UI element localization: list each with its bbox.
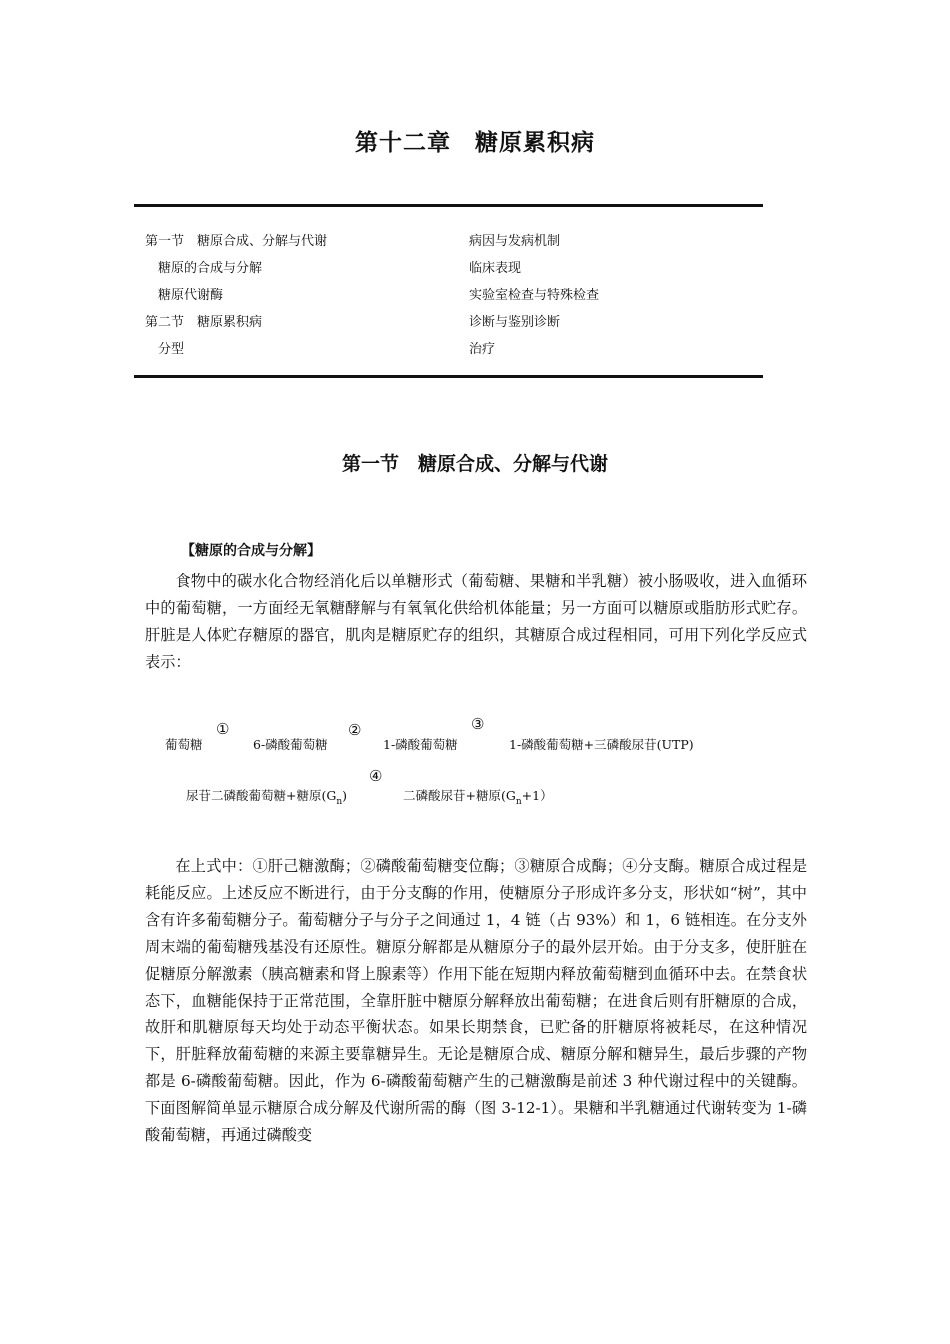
eq-udp-suffix: +1） [521,788,553,803]
eq-udpg-subscript: n [336,797,343,807]
eq-step-2: ② [348,721,362,739]
eq-udp-subscript: n [515,797,522,807]
paragraph-intro: 食物中的碳水化合物经消化后以单糖形式（葡萄糖、果糖和半乳糖）被小肠吸收，进入血循环中的葡萄糖，一方面经无氧糖酵解与有氧氧化供给机体能量；另一方面可以糖原或脂肪形式贮存。肝脏是人体贮存糖原的器官，肌肉是糖原贮存的组织，其糖原合成过程相同，可用下列化学反应式表示： [145,572,807,671]
subheading: 【糖原的合成与分解】 [181,543,321,559]
paragraph-enzymes: 在上式中：①肝己糖激酶；②磷酸葡萄糖变位酶；③糖原合成酶；④分支酶。糖原合成过程是耗能反应。上述反应不断进行，由于分支酶的作用，使糖原分子形成许多分支，形状如“树”，其中含有许多葡萄糖分子。葡萄糖分子与分子之间通过 1，4 链（占 93%）和 1，6 链相连。在分支外周末端的葡萄糖残基没有还原性。糖原分解都是从糖原分子的最外层开始。由于分支多，使肝脏在促糖原分解激素（胰高糖素和肾上腺素等）作用下能在短期内释放葡萄糖到血循环中去。在禁食状态下，血糖能保持于正常范围，全靠肝脏中糖原分解释放出葡萄糖；在进食后则有肝糖原的合成，故肝和肌糖原每天均处于动态平衡状态。如果长期禁食，已贮备的肝糖原将被耗尽，在这种情况下，肝脏释放葡萄糖的来源主要靠糖异生。无论是糖原合成、糖原分解和糖异生，最后步骤的产物都是 6-磷酸葡萄糖。因此，作为 6-磷酸葡萄糖产生的己糖激酶是前述 3 种代谢过程中的关键酶。下面图解简单显示糖原合成分解及代谢所需的酶（图 3-12-1）。果糖和半乳糖通过代谢转变为 1-磷酸葡萄糖，再通过磷酸变 [145,857,807,1145]
toc-item-synthesis-decomposition[interactable]: 糖原的合成与分解 [158,261,263,276]
eq-step-4: ④ [369,767,383,785]
chapter-title: 第十二章 糖原累积病 [355,130,595,156]
eq-udpg-suffix: ) [342,788,348,803]
toc-item-metabolic-enzymes[interactable]: 糖原代谢酶 [158,288,224,303]
toc-item-diagnosis[interactable]: 诊断与鉴别诊断 [469,315,561,330]
eq-step-1: ① [216,720,230,738]
toc-item-treatment[interactable]: 治疗 [469,342,496,357]
eq-udpg-prefix: 尿苷二磷酸葡萄糖+糖原(G [186,788,337,803]
eq-g1p: 1-磷酸葡萄糖 [383,737,458,752]
toc-bottom-rule [134,375,763,378]
eq-g1p-utp: 1-磷酸葡萄糖+三磷酸尿苷(UTP) [509,737,694,752]
eq-glucose: 葡萄糖 [165,737,203,752]
table-of-contents [0,233,950,373]
toc-item-section-1[interactable]: 第一节 糖原合成、分解与代谢 [145,234,328,249]
section-title: 第一节 糖原合成、分解与代谢 [341,453,608,475]
toc-item-section-2[interactable]: 第二节 糖原累积病 [145,315,263,330]
eq-step-3: ③ [471,715,485,733]
eq-udp-prefix: 二磷酸尿苷+糖原(G [403,788,516,803]
toc-top-rule [134,204,763,207]
toc-item-classification[interactable]: 分型 [158,342,185,357]
toc-item-clinical[interactable]: 临床表现 [469,261,522,276]
eq-udp-glycogen [403,786,553,807]
eq-udpg-glycogen [186,786,348,807]
toc-item-etiology[interactable]: 病因与发病机制 [469,234,561,249]
toc-item-lab-tests[interactable]: 实验室检查与特殊检查 [469,288,600,303]
eq-g6p: 6-磷酸葡萄糖 [253,737,328,752]
